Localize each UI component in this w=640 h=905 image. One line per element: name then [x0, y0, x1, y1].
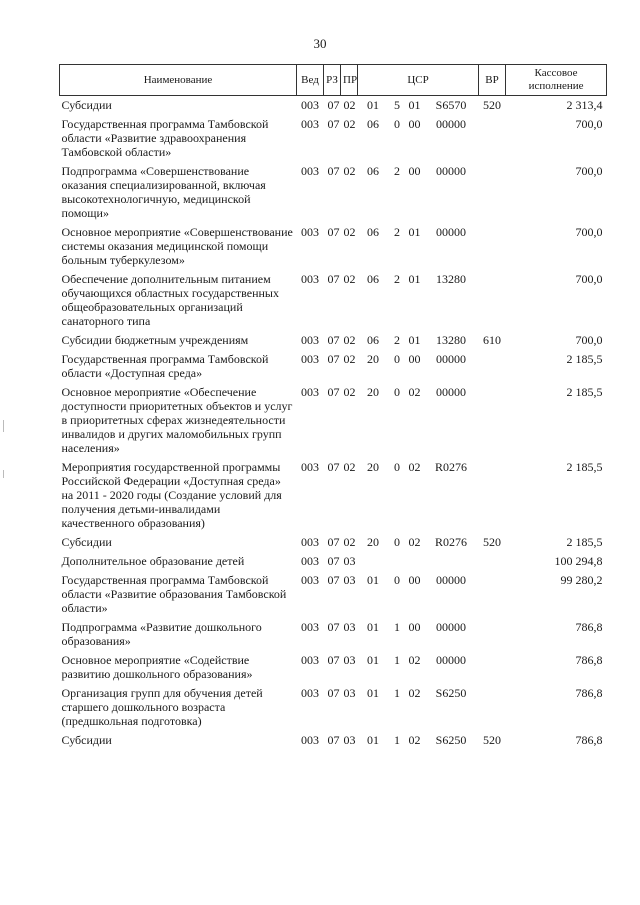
table-row	[60, 458, 607, 533]
row-ved: 003	[301, 573, 319, 587]
header-pr: ПР	[341, 65, 358, 96]
row-csr-program: 01	[367, 733, 379, 747]
table-row	[60, 270, 607, 331]
table-row	[60, 383, 607, 458]
row-ved: 003	[301, 653, 319, 667]
row-rz: 07	[327, 164, 340, 178]
row-amount: 2 185,5	[566, 460, 603, 474]
row-vr	[479, 684, 506, 731]
row-csr-direction: 00000	[436, 225, 467, 239]
row-csr-direction: 00000	[436, 164, 467, 178]
header-ved: Вед	[297, 65, 324, 96]
row-csr-event: 02	[408, 653, 421, 667]
row-amount: 786,8	[575, 620, 603, 634]
row-csr-subprogram: 2	[394, 333, 400, 347]
row-pr: 02	[343, 535, 356, 549]
row-csr-event: 02	[408, 686, 421, 700]
row-csr-direction: 00000	[436, 117, 467, 131]
row-pr: 02	[343, 117, 356, 131]
row-vr	[479, 350, 506, 383]
row-csr-program	[358, 552, 389, 571]
row-csr-event: 02	[408, 535, 421, 549]
row-csr-subprogram: 0	[394, 352, 400, 366]
row-csr-direction: R0276	[435, 535, 468, 549]
row-csr-program: 01	[367, 573, 379, 587]
row-csr-program: 20	[367, 535, 379, 549]
row-csr-subprogram: 1	[394, 686, 400, 700]
row-pr: 03	[343, 573, 356, 587]
row-vr	[479, 115, 506, 162]
row-vr	[479, 383, 506, 458]
row-name: Основное мероприятие «Обеспечение доступности приоритетных объектов и услуг в приоритетных сферах жизнедеятельности инвалидов и других маломобильных групп населения»	[61, 385, 293, 455]
row-csr-subprogram: 5	[394, 98, 400, 112]
row-csr-direction: 00000	[436, 653, 467, 667]
row-pr: 03	[343, 733, 356, 747]
row-csr-subprogram: 1	[394, 620, 400, 634]
row-vr: 610	[483, 333, 502, 347]
row-pr: 02	[343, 225, 356, 239]
row-csr-subprogram: 0	[394, 117, 400, 131]
row-csr-subprogram: 0	[394, 460, 400, 474]
row-csr-event: 00	[408, 352, 421, 366]
row-amount: 100 294,8	[554, 554, 603, 568]
row-csr-event: 02	[408, 733, 421, 747]
row-ved: 003	[301, 164, 319, 178]
row-amount: 700,0	[575, 272, 603, 286]
row-ved: 003	[301, 385, 319, 399]
row-csr-direction: 13280	[436, 272, 467, 286]
row-ved: 003	[301, 686, 319, 700]
table-row	[60, 618, 607, 651]
table-row	[60, 684, 607, 731]
row-vr	[479, 270, 506, 331]
row-csr-direction: 00000	[436, 573, 467, 587]
table-row	[60, 651, 607, 684]
row-csr-subprogram: 1	[394, 733, 400, 747]
row-name: Основное мероприятие «Совершенствование системы оказания медицинской помощи больным туберкулезом»	[61, 225, 293, 267]
page-number: 30	[313, 36, 327, 51]
row-vr: 520	[483, 733, 502, 747]
row-name: Организация групп для обучения детей старшего дошкольного возраста (предшкольная подготовка)	[61, 686, 263, 728]
row-csr-program: 01	[367, 686, 379, 700]
row-csr-subprogram: 1	[394, 653, 400, 667]
table-row	[60, 223, 607, 270]
scan-margin-mark	[3, 420, 4, 432]
row-csr-subprogram: 0	[394, 385, 400, 399]
row-rz: 07	[327, 686, 340, 700]
row-name: Государственная программа Тамбовской области «Доступная среда»	[61, 352, 269, 380]
row-csr-event: 01	[408, 225, 421, 239]
row-pr: 02	[343, 333, 356, 347]
row-amount: 786,8	[575, 733, 603, 747]
row-amount: 700,0	[575, 333, 603, 347]
row-csr-subprogram: 2	[394, 272, 400, 286]
row-csr-subprogram: 0	[394, 535, 400, 549]
row-amount: 99 280,2	[560, 573, 603, 587]
row-csr-subprogram: 2	[394, 225, 400, 239]
row-csr-direction: S6250	[435, 733, 467, 747]
row-ved: 003	[301, 352, 319, 366]
row-csr-program: 20	[367, 385, 379, 399]
row-vr	[479, 162, 506, 223]
row-pr: 02	[343, 460, 356, 474]
row-vr	[479, 618, 506, 651]
row-vr	[479, 571, 506, 618]
budget-execution-table	[59, 64, 607, 750]
row-rz: 07	[327, 620, 340, 634]
row-amount: 2 185,5	[566, 385, 603, 399]
row-ved: 003	[301, 535, 319, 549]
row-amount: 700,0	[575, 225, 603, 239]
row-vr	[479, 651, 506, 684]
header-sum: Кассовое исполнение	[506, 65, 607, 96]
table-row	[60, 162, 607, 223]
row-amount: 700,0	[575, 117, 603, 131]
row-csr-event: 02	[408, 460, 421, 474]
row-csr-program: 06	[367, 117, 379, 131]
row-rz: 07	[327, 535, 340, 549]
header-name: Наименование	[60, 65, 297, 96]
row-csr-direction: 00000	[436, 352, 467, 366]
row-amount: 2 313,4	[566, 98, 603, 112]
row-rz: 07	[327, 733, 340, 747]
header-rz: РЗ	[324, 65, 341, 96]
row-pr: 02	[343, 98, 356, 112]
row-vr: 520	[483, 535, 502, 549]
table-row	[60, 552, 607, 571]
row-rz: 07	[327, 573, 340, 587]
row-csr-program: 06	[367, 272, 379, 286]
row-name: Основное мероприятие «Содействие развитию дошкольного образования»	[61, 653, 253, 681]
row-rz: 07	[327, 460, 340, 474]
row-csr-event: 02	[408, 385, 421, 399]
row-vr	[479, 552, 506, 571]
row-rz: 07	[327, 653, 340, 667]
table-row	[60, 533, 607, 552]
row-name: Подпрограмма «Совершенствование оказания специализированной, включая высокотехнологичную, медицинской помощи»	[61, 164, 266, 220]
row-csr-event: 00	[408, 620, 421, 634]
row-csr-program: 06	[367, 225, 379, 239]
row-pr: 02	[343, 164, 356, 178]
row-csr-event: 00	[408, 573, 421, 587]
row-csr-direction: S6570	[435, 98, 467, 112]
row-name: Субсидии	[61, 535, 112, 549]
row-pr: 03	[343, 554, 356, 568]
row-vr	[479, 458, 506, 533]
row-name: Подпрограмма «Развитие дошкольного образования»	[61, 620, 262, 648]
row-csr-direction: S6250	[435, 686, 467, 700]
row-pr: 02	[343, 352, 356, 366]
row-csr-direction: 00000	[436, 385, 467, 399]
row-csr-program: 06	[367, 333, 379, 347]
row-rz: 07	[327, 333, 340, 347]
row-csr-direction	[424, 552, 479, 571]
row-csr-event: 00	[408, 164, 421, 178]
row-amount: 2 185,5	[566, 352, 603, 366]
row-csr-program: 01	[367, 620, 379, 634]
row-ved: 003	[301, 272, 319, 286]
row-csr-subprogram	[389, 552, 406, 571]
row-amount: 2 185,5	[566, 535, 603, 549]
row-name: Субсидии	[61, 98, 112, 112]
row-pr: 03	[343, 653, 356, 667]
row-ved: 003	[301, 333, 319, 347]
row-pr: 02	[343, 272, 356, 286]
row-csr-program: 20	[367, 352, 379, 366]
row-csr-event: 00	[408, 117, 421, 131]
table-row	[60, 331, 607, 350]
row-csr-direction: 00000	[436, 620, 467, 634]
row-amount: 700,0	[575, 164, 603, 178]
row-vr	[479, 223, 506, 270]
row-name: Обеспечение дополнительным питанием обучающихся областных государственных общеобразовательных организаций санаторного типа	[61, 272, 279, 328]
row-vr: 520	[483, 98, 502, 112]
row-csr-direction: 13280	[436, 333, 467, 347]
row-rz: 07	[327, 117, 340, 131]
row-ved: 003	[301, 620, 319, 634]
row-rz: 07	[327, 98, 340, 112]
row-csr-subprogram: 2	[394, 164, 400, 178]
row-csr-event: 01	[408, 333, 421, 347]
row-name: Государственная программа Тамбовской области «Развитие образования Тамбовской области»	[61, 573, 287, 615]
row-rz: 07	[327, 554, 340, 568]
row-name: Дополнительное образование детей	[61, 554, 245, 568]
row-csr-event	[406, 552, 424, 571]
row-ved: 003	[301, 225, 319, 239]
row-rz: 07	[327, 272, 340, 286]
row-csr-subprogram: 0	[394, 573, 400, 587]
row-amount: 786,8	[575, 686, 603, 700]
row-csr-event: 01	[408, 98, 421, 112]
header-vr: ВР	[479, 65, 506, 96]
row-name: Субсидии	[61, 733, 112, 747]
row-pr: 02	[343, 385, 356, 399]
row-ved: 003	[301, 733, 319, 747]
table-row	[60, 350, 607, 383]
row-csr-direction: R0276	[435, 460, 468, 474]
scan-margin-mark	[3, 470, 4, 478]
row-ved: 003	[301, 117, 319, 131]
row-name: Мероприятия государственной программы Российской Федерации «Доступная среда» на 2011 - 2020 годы (Создание условий для получения детьми-инвалидами качественного образования)	[61, 460, 282, 530]
table-row	[60, 115, 607, 162]
row-pr: 03	[343, 620, 356, 634]
row-name: Субсидии бюджетным учреждениям	[61, 333, 249, 347]
row-rz: 07	[327, 352, 340, 366]
table-row	[60, 731, 607, 750]
table-header	[60, 65, 607, 96]
table-body	[60, 96, 607, 751]
header-csr: ЦСР	[358, 65, 479, 96]
row-rz: 07	[327, 225, 340, 239]
table-row	[60, 96, 607, 116]
row-name: Государственная программа Тамбовской области «Развитие здравоохранения Тамбовской области»	[61, 117, 269, 159]
row-amount: 786,8	[575, 653, 603, 667]
row-ved: 003	[301, 460, 319, 474]
row-csr-program: 01	[367, 98, 379, 112]
row-ved: 003	[301, 98, 319, 112]
row-csr-program: 01	[367, 653, 379, 667]
row-pr: 03	[343, 686, 356, 700]
row-csr-program: 06	[367, 164, 379, 178]
row-ved: 003	[301, 554, 319, 568]
row-csr-event: 01	[408, 272, 421, 286]
table-row	[60, 571, 607, 618]
row-csr-program: 20	[367, 460, 379, 474]
row-rz: 07	[327, 385, 340, 399]
